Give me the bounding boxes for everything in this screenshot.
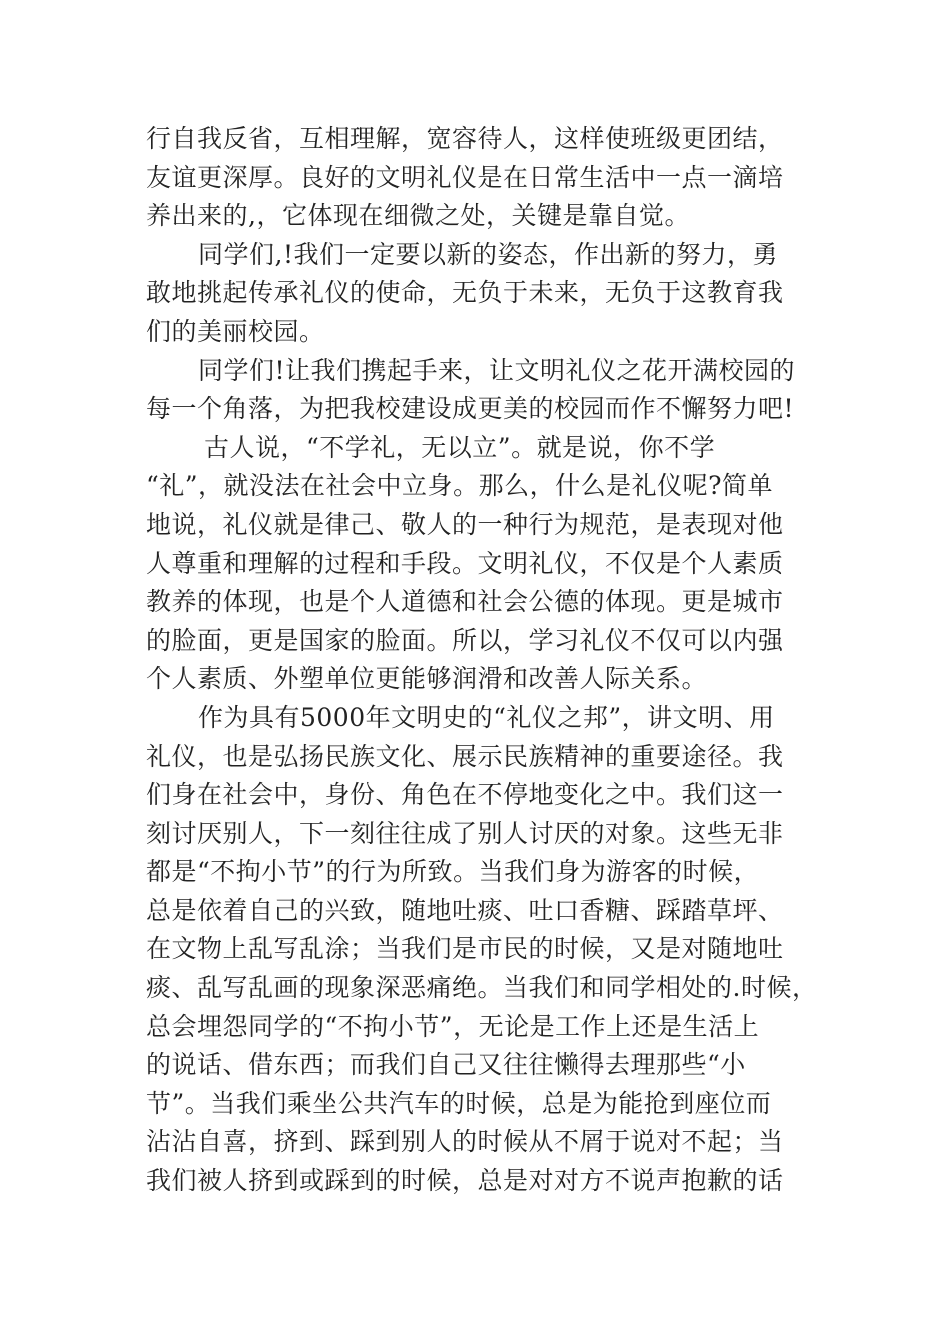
text-line: 节”。当我们乘坐公共汽车的时候，总是为能抢到座位而 — [146, 1088, 772, 1118]
paragraph-start-line: 同学们!让我们携起手来，让文明礼仪之花开满校园的 — [198, 355, 796, 385]
text-line: 都是“不拘小节”的行为所致。当我们身为游客的时候， — [146, 857, 760, 887]
text-line: 地说，礼仪就是律己、敬人的一种行为规范，是表现对他 — [146, 509, 784, 539]
text-line: 行自我反省，互相理解，宽容待人，这样使班级更团结， — [146, 124, 784, 153]
text-line: 们身在社会中，身份、角色在不停地变化之中。我们这一 — [146, 780, 784, 810]
text-line: 养出来的,，它体现在细微之处，关键是靠自觉。 — [146, 201, 690, 231]
text-line: 们的美丽校园。 — [146, 316, 325, 346]
text-line: 总是依着自己的兴致，随地吐痰、吐口香糖、踩踏草坪、 — [146, 895, 784, 925]
text-line: 每一个角落，为把我校建设成更美的校园而作不懈努力吧! — [146, 394, 795, 424]
text-line: 沾沾自喜，挤到、踩到别人的时候从不屑于说对不起；当 — [146, 1127, 784, 1157]
paragraph-start-line: 作为具有5000年文明史的“礼仪之邦”，讲文明、用 — [198, 702, 775, 732]
text-line: 人尊重和理解的过程和手段。文明礼仪，不仅是个人素质 — [146, 548, 784, 578]
text-line: 敢地挑起传承礼仪的使命，无负于未来，无负于这教育我 — [146, 278, 784, 308]
text-line: 痰、乱写乱画的现象深恶痛绝。当我们和同学相处的.时候， — [146, 973, 818, 1003]
text-line: 的说话、借东西；而我们自己又往往懒得去理那些“小 — [146, 1050, 746, 1080]
text-line: 在文物上乱写乱涂；当我们是市民的时候，又是对随地吐 — [146, 934, 784, 964]
text-line: 友谊更深厚。良好的文明礼仪是在日常生活中一点一滴培 — [146, 162, 784, 192]
text-line: 教养的体现，也是个人道德和社会公德的体现。更是城市 — [146, 587, 784, 617]
text-line: 我们被人挤到或踩到的时候，总是对对方不说声抱歉的话 — [146, 1166, 784, 1196]
paragraph-start-line: 同学们,!我们一定要以新的姿态，作出新的努力，勇 — [198, 239, 778, 269]
text-line: 刻讨厌别人，下一刻往往成了别人讨厌的对象。这些无非 — [146, 818, 784, 848]
text-line: 总会埋怨同学的“不拘小节”，无论是工作上还是生活上 — [146, 1011, 760, 1041]
text-line: 礼仪，也是弘扬民族文化、展示民族精神的重要途径。我 — [146, 741, 784, 771]
body-text — [146, 120, 816, 1201]
paragraph-start-line: 古人说，“不学礼，无以立”。就是说，你不学 — [204, 432, 716, 462]
text-line: 个人素质、外塑单位更能够润滑和改善人际关系。 — [146, 664, 708, 694]
text-line: 的脸面，更是国家的脸面。所以，学习礼仪不仅可以内强 — [146, 625, 784, 655]
text-line: “礼”，就没法在社会中立身。那么，什么是礼仪呢?简单 — [146, 471, 773, 501]
